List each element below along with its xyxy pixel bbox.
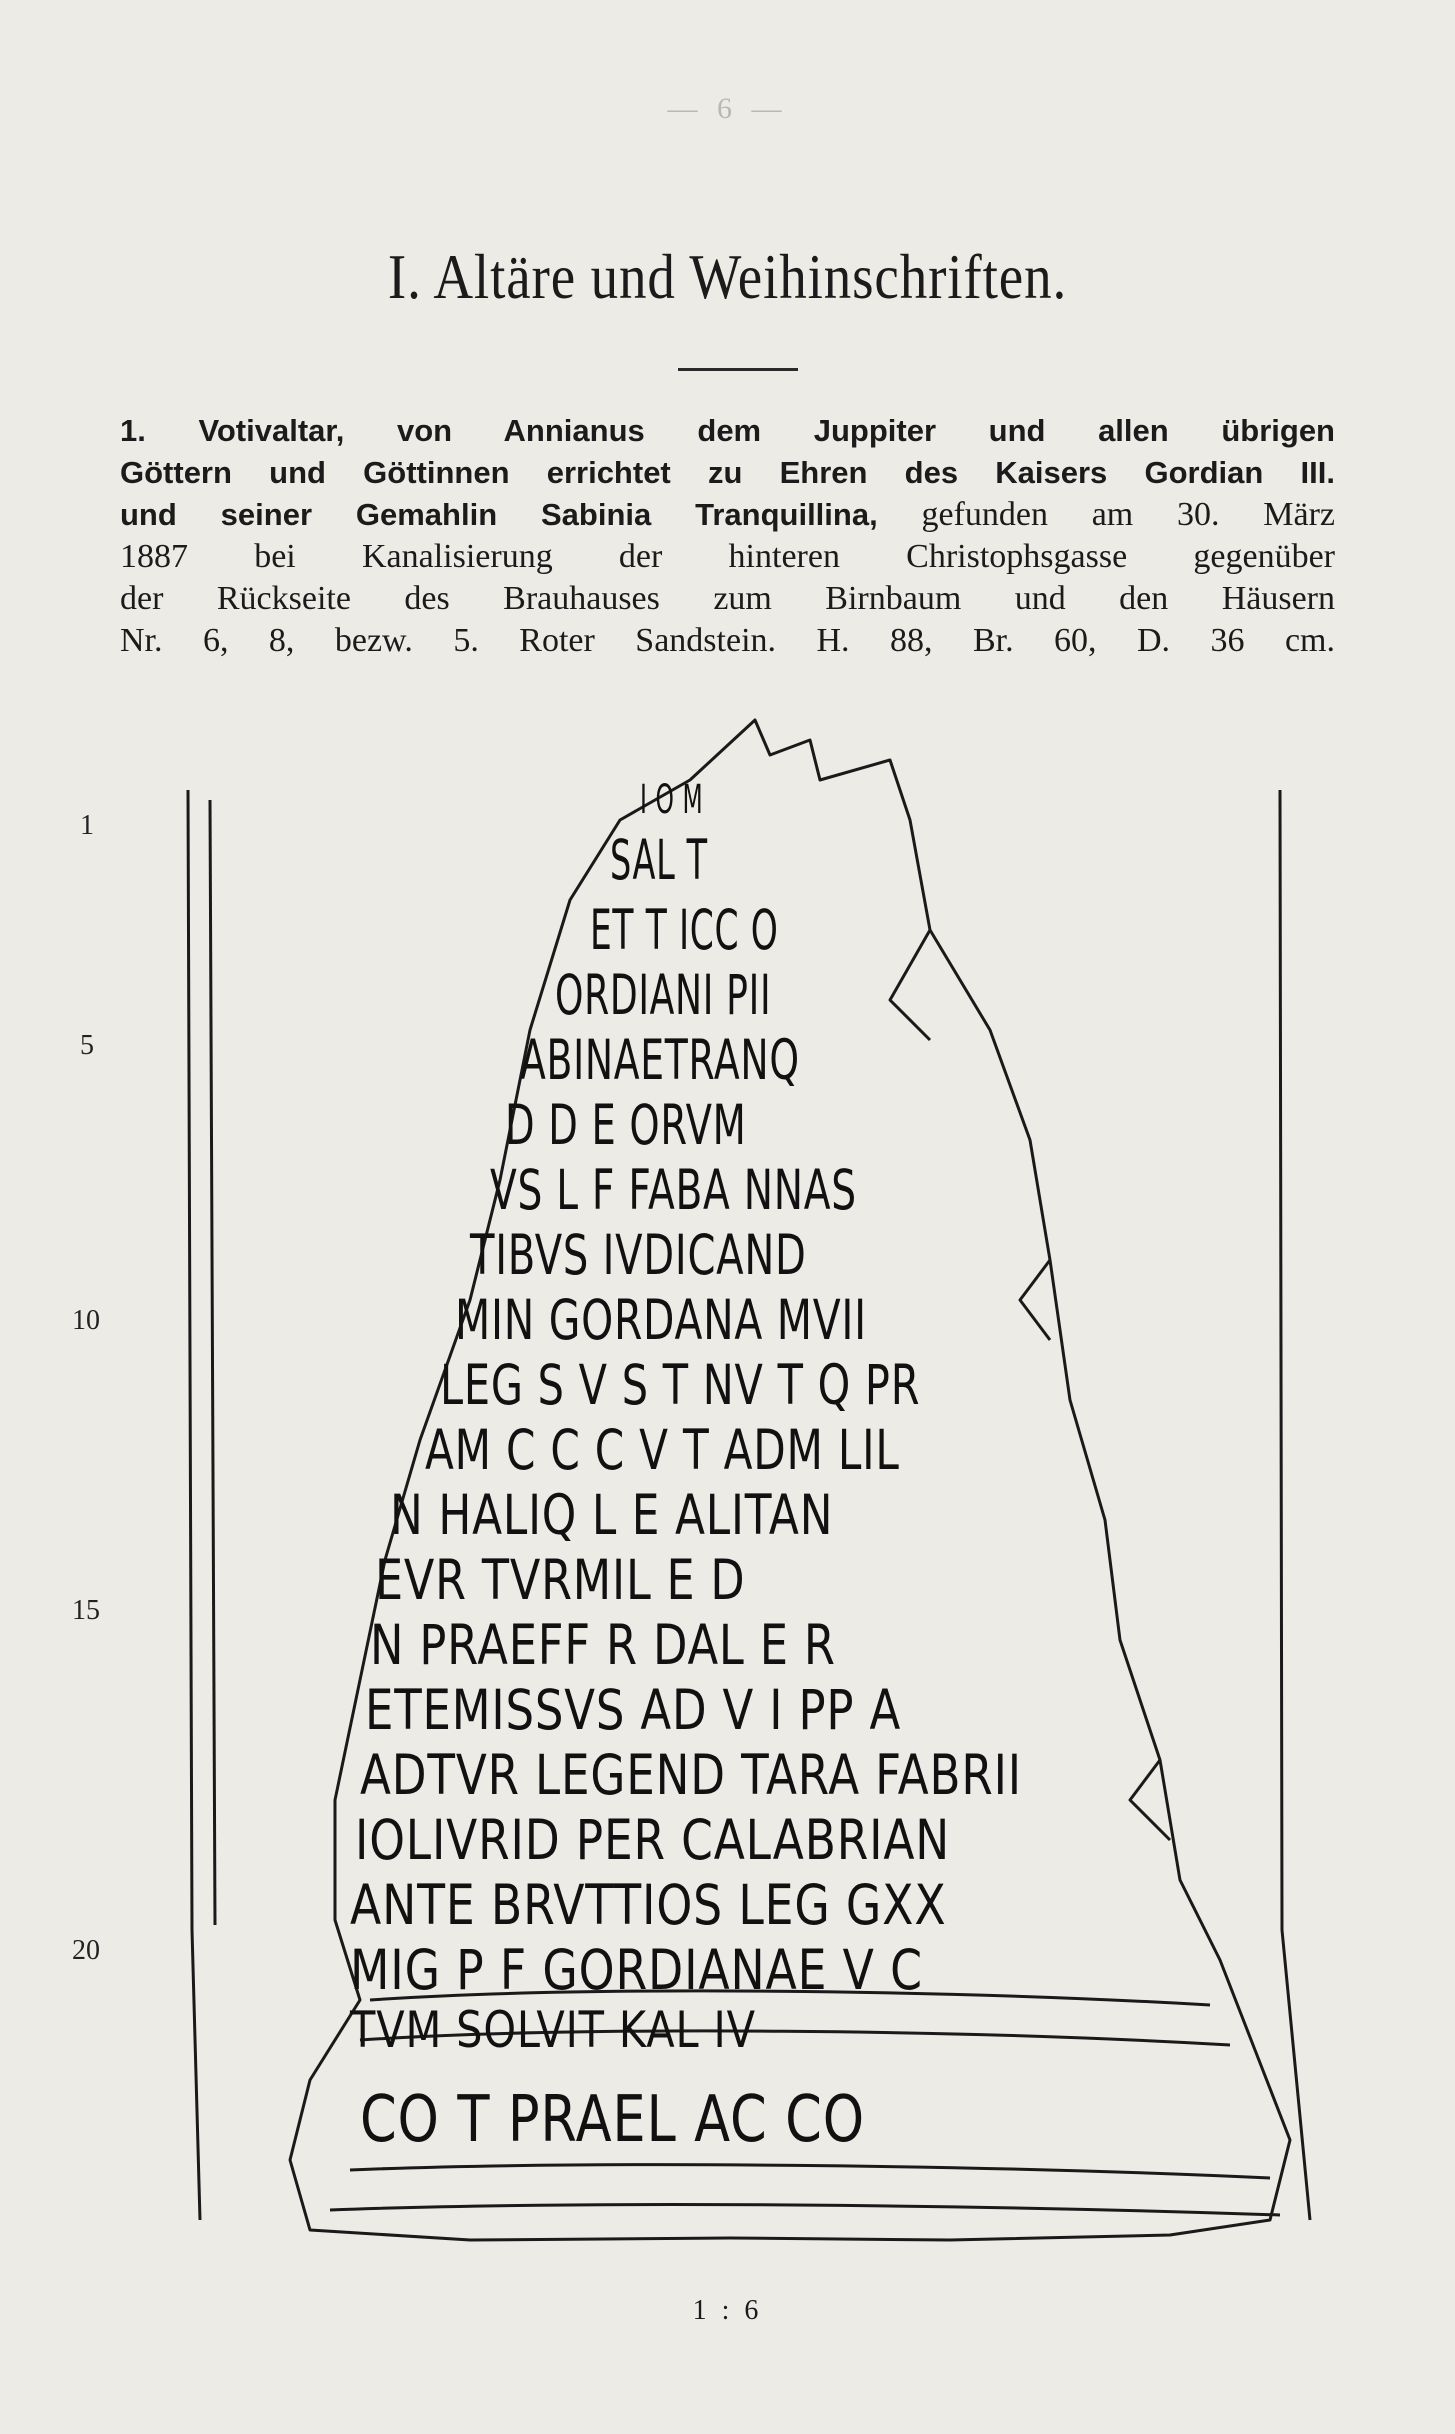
inscription-line: MIN GORDANA MVII <box>455 1288 867 1352</box>
inscription-line: TVM SOLVIT KAL IV <box>350 2001 756 2059</box>
page-number: — 6 — <box>667 92 788 125</box>
line-number: 20 <box>72 1935 100 1966</box>
inscription-line: ADTVR LEGEND TARA FABRII <box>360 1743 1022 1807</box>
inscription-line: ET T ICC O <box>590 898 779 962</box>
inscription-line: MIG P F GORDIANAE V C <box>350 1938 923 2002</box>
inscription-line: TIBVS IVDICAND <box>470 1223 807 1287</box>
entry-line: Nr. 6, 8, bezw. 5. Roter Sandstein. H. 88, Br. 60, D. 36 cm. <box>120 622 1335 659</box>
inscription-line: I O M <box>640 777 704 823</box>
inscription-line: AM C C C V T ADM LIL <box>425 1418 900 1482</box>
section-title: I. Altäre und Weihinschriften. <box>387 241 1068 312</box>
inscription-line: N PRAEFF R DAL E R <box>370 1613 836 1677</box>
title-rule <box>678 368 798 371</box>
entry-line: der Rückseite des Brauhauses zum Birnbaum und den Häusern <box>120 580 1335 617</box>
slab-left-edge <box>188 790 200 2220</box>
inscription-line: IOLIVRID PER CALABRIAN <box>355 1808 951 1872</box>
slab-left-inner-edge <box>210 800 215 1925</box>
entry-line: Göttern und Göttinnen errichtet zu Ehren des Kaisers Gordian III. <box>120 455 1335 490</box>
altar-drawing <box>170 700 1350 2260</box>
inscription-line: N HALIQ L E ALITAN <box>390 1483 834 1547</box>
entry-line: 1887 bei Kanalisierung der hinteren Christophsgasse gegenüber <box>120 538 1335 575</box>
inscription-line: SAL T <box>610 828 708 892</box>
line-number: 5 <box>80 1030 94 1061</box>
inscription-line: ORDIANI PII <box>555 963 772 1027</box>
base-line <box>350 2165 1270 2178</box>
line-number: 10 <box>72 1305 100 1336</box>
figure-scale: 1 : 6 <box>692 2295 763 2326</box>
inscription-line: ANTE BRVTTIOS LEG GXX <box>350 1873 947 1937</box>
line-number: 15 <box>72 1595 100 1626</box>
inscription-line: ABINAETRANQ <box>520 1028 800 1092</box>
entry-description <box>120 410 1335 662</box>
inscription-line: EVR TVRMIL E D <box>375 1548 746 1612</box>
bleed-through-text <box>130 190 136 226</box>
inscription-line: VS L F FABA NNAS <box>490 1158 857 1222</box>
inscription-line: D D E ORVM <box>505 1093 747 1157</box>
inscription-line: LEG S V S T NV T Q PR <box>440 1353 921 1417</box>
base-line <box>330 2205 1280 2215</box>
entry-line: und seiner Gemahlin Sabinia Tranquillina, gefunden am 30. März <box>120 496 1335 533</box>
inscription-line: ETEMISSVS AD V I PP A <box>365 1678 902 1742</box>
inscription-line: CO T PRAEL AC CO <box>360 2083 865 2157</box>
line-number: 1 <box>80 810 94 841</box>
entry-line: 1. Votivaltar, von Annianus dem Juppiter und allen übrigen <box>120 413 1335 448</box>
